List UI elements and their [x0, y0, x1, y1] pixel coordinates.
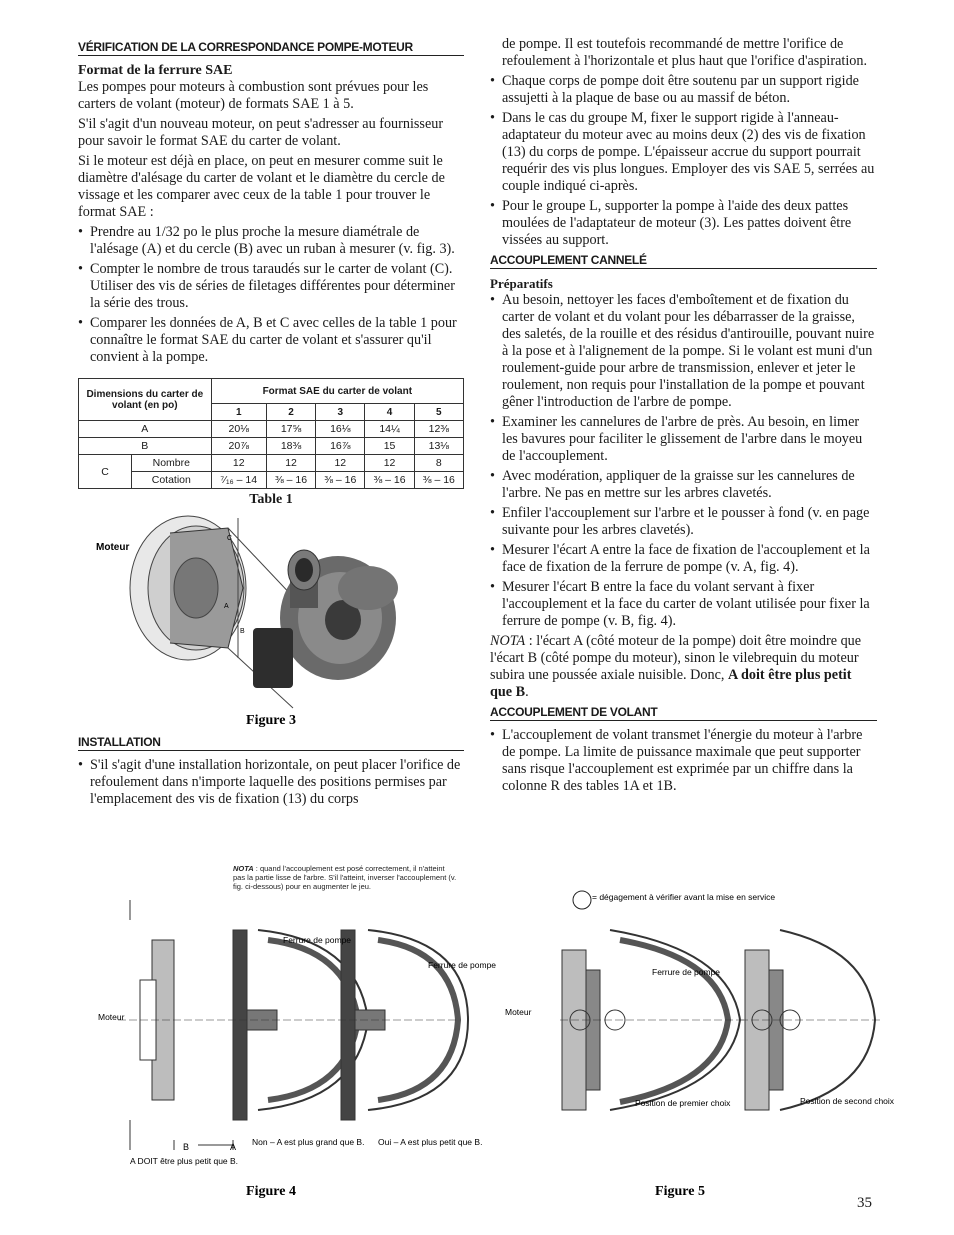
subheading-preparatifs: Préparatifs: [490, 276, 553, 291]
table-cell: 12: [365, 455, 414, 472]
table-col-header: 2: [266, 404, 315, 421]
fig3-label-a: A: [224, 603, 229, 610]
section-heading-installation: INSTALLATION: [78, 735, 464, 751]
table-cell: 20⅛: [211, 421, 266, 438]
nota-bold: A doit être plus petit que B: [490, 667, 852, 700]
table-cell: ⅜ – 16: [266, 472, 315, 489]
table-header-format: Format SAE du carter de volant: [211, 379, 463, 404]
figure-4-coupling-diagram: [78, 860, 497, 1205]
table-cell: 8: [414, 455, 463, 472]
table-col-header: 5: [414, 404, 463, 421]
figure-3-pump-motor-illustration: [78, 508, 464, 728]
section-heading-volant: ACCOUPLEMENT DE VOLANT: [490, 705, 877, 721]
fig4-oui: Oui – A est plus petit que B.: [378, 1137, 483, 1147]
row-label: A: [79, 421, 212, 438]
bullet-item: • Mesurer l'écart B entre la face du volant servant à fixer l'accouplement et la face du carter de volant utilisée pour fixer la ferrure de pompe (v. B, fig. 4).: [490, 579, 877, 630]
bullet-item: • L'accouplement de volant transmet l'énergie du moteur à l'arbre de pompe. La limite de puissance maximale que peut supporter sans risque l'accouplement est exprimée par un chiffre dans la colonne R des tables 1A et 1B.: [490, 727, 877, 795]
fig4-nota: NOTA : quand l'accouplement est posé correctement, il n'atteint pas la partie lisse de l'arbre. S'il l'atteint, inverser l'accouplement (v. fig. ci-dessous) pour en augmenter le jeu.: [233, 864, 457, 891]
table-cell: 16⅛: [316, 421, 365, 438]
fig4-ferrure-1: Ferrure de pompe: [283, 935, 352, 945]
bullet-item: • Comparer les données de A, B et C avec celles de la table 1 pour connaître le format SAE du carter de volant et s'assurer qu'il convient à la pompe.: [78, 315, 464, 366]
table-cell: 17⅝: [266, 421, 315, 438]
section-heading-cannele: ACCOUPLEMENT CANNELÉ: [490, 253, 877, 269]
table-caption: Table 1: [249, 492, 293, 507]
fig4-moteur: Moteur: [98, 1012, 125, 1022]
fig5-ferrure: Ferrure de pompe: [652, 967, 721, 977]
fig3-label-b: B: [240, 628, 245, 635]
paragraph: Les pompes pour moteurs à combustion sont prévues pour les carters de volant (moteur) de formats SAE 1 à 5.: [78, 79, 429, 112]
table-cell: 16⅞: [316, 438, 365, 455]
table-cell: 12: [316, 455, 365, 472]
nota-paragraph: [490, 633, 877, 701]
section-heading-verification: VÉRIFICATION DE LA CORRESPONDANCE POMPE-MOTEUR: [78, 40, 464, 56]
table-cell: 15: [365, 438, 414, 455]
bullet-item: • Mesurer l'écart A entre la face de fixation de l'accouplement et la face de fixation de la ferrure de pompe (v. A, fig. 4).: [490, 542, 877, 576]
table-row: [79, 455, 464, 472]
fig4-ferrure-2: Ferrure de pompe: [428, 960, 497, 970]
nota-end: .: [525, 684, 529, 700]
table-cell: 12: [211, 455, 266, 472]
table-cell: 13⅛: [414, 438, 463, 455]
table-col-header: 4: [365, 404, 414, 421]
fig5-legend: = dégagement à vérifier avant la mise en service: [592, 892, 776, 902]
table-cell: 14¼: [365, 421, 414, 438]
table-row: [79, 472, 464, 489]
row-sublabel: Nombre: [132, 455, 212, 472]
bullet-item: • S'il s'agit d'une installation horizontale, on peut placer l'orifice de refoulement dans n'importe laquelle des positions permises par l'emplacement des vis de fixation (13) du corps: [78, 757, 464, 808]
fig5-moteur: Moteur: [505, 1007, 532, 1017]
table-row: [79, 438, 464, 455]
fig4-a-doit: A DOIT être plus petit que B.: [130, 1156, 239, 1166]
table-cell: ⅜ – 16: [365, 472, 414, 489]
row-sublabel: Cotation: [132, 472, 212, 489]
bullet-item: • Compter le nombre de trous taraudés sur le carter de volant (C). Utiliser des vis de séries de filetages différentes pour déterminer la série des trous.: [78, 261, 464, 312]
table-cell: ⁷⁄₁₆ – 14: [211, 472, 266, 489]
subheading-format: Format de la ferrure SAE: [78, 63, 233, 78]
bullet-item: • Examiner les cannelures de l'arbre de près. Au besoin, en limer les bavures pour faciliter le glissement de l'arbre dans le moyeu de l'accouplement.: [490, 414, 877, 465]
table-col-header: 3: [316, 404, 365, 421]
left-column: [78, 36, 464, 811]
table-cell: ⅜ – 16: [316, 472, 365, 489]
row-label: B: [79, 438, 212, 455]
fig5-pos2: Position de second choix: [800, 1096, 895, 1106]
figure-3-caption: Figure 3: [246, 713, 296, 728]
nota-label: NOTA: [490, 633, 526, 649]
page-number: 35: [857, 1195, 872, 1211]
bullet-item: • Enfiler l'accouplement sur l'arbre et le pousser à fond (v. en page suivante pour les arbres clavetés).: [490, 505, 877, 539]
fig4-label-a: A: [230, 1142, 237, 1152]
bullet-item: • Chaque corps de pompe doit être soutenu par un support rigide assujetti à la plaque de base ou au massif de béton.: [490, 73, 877, 107]
table-row: [79, 421, 464, 438]
table-cell: 12⅜: [414, 421, 463, 438]
right-column: [490, 36, 877, 798]
figure-4-caption: Figure 4: [246, 1184, 296, 1199]
fig4-label-b: B: [183, 1142, 190, 1152]
bullet-item: • Au besoin, nettoyer les faces d'emboîtement et de fixation du carter de volant et du volant pour les débarrasser de la graisse, des saletés, de la rouille et des résidus d'antirouille, pouvant nuire à la pose et à l'alignement de la pompe. Si le volant est muni d'un roulement-guide pour arbre de transmission, enlever et jeter le roulement, non requis pour l'installation de la pompe et pouvant gêner l'introduction de l'arbre de pompe.: [490, 292, 877, 411]
table-cell: 12: [266, 455, 315, 472]
bullet-item: • Dans le cas du groupe M, fixer le support rigide à l'anneau-adaptateur du moteur avec au moins deux (2) des vis de fixation (13) du corps de pompe. L'épaisseur accrue du support pourrait requérir des vis plus longues. Employer des vis SAE 5, serrées au couple indiqué ci-après.: [490, 110, 877, 195]
table-header-dimensions: Dimensions du carter de volant (en po): [79, 379, 212, 421]
table-cell: 18⅜: [266, 438, 315, 455]
table-cell: ⅜ – 16: [414, 472, 463, 489]
paragraph: S'il s'agit d'un nouveau moteur, on peut s'adresser au fournisseur pour savoir le format SAE du carter de volant.: [78, 116, 444, 149]
nota-text: : l'écart A (côté moteur de la pompe) doit être moindre que l'écart B (côté pompe du moteur), sinon le vilebrequin du moteur subira une poussée axiale nuisible. Donc,: [490, 633, 862, 683]
figure-5-coupling-diagram: [500, 880, 895, 1205]
table-col-header: 1: [211, 404, 266, 421]
fig5-pos1: Position de premier choix: [635, 1098, 731, 1108]
clearance-legend-icon: [573, 891, 591, 909]
fig3-label-moteur: Moteur: [96, 542, 130, 553]
sae-table: [78, 378, 464, 489]
bullet-item: • Pour le groupe L, supporter la pompe à l'aide des deux pattes moulées de l'adaptateur de moteur (3). Les pattes doivent être vissées au support.: [490, 198, 877, 249]
row-label: C: [79, 455, 132, 489]
paragraph: Si le moteur est déjà en place, on peut en mesurer comme suit le diamètre d'alésage du carter de volant et le diamètre du cercle de vissage et les comparer avec ceux de la table 1 pour trouver le format SAE :: [78, 153, 445, 220]
figure-5-caption: Figure 5: [655, 1184, 705, 1199]
bullet-item: • Prendre au 1/32 po le plus proche la mesure diamétrale de l'alésage (A) et du cercle (B) avec un ruban à mesurer (v. fig. 3).: [78, 224, 464, 258]
bullet-item: • Avec modération, appliquer de la graisse sur les cannelures de l'arbre. Ne pas en mettre sur les arbres clavetés.: [490, 468, 877, 502]
fig4-non: Non – A est plus grand que B.: [252, 1137, 365, 1147]
paragraph: de pompe. Il est toutefois recommandé de mettre l'orifice de refoulement à l'horizontale et plus haut que l'orifice d'aspiration.: [502, 36, 867, 69]
table-cell: 20⅞: [211, 438, 266, 455]
fig3-label-c: C: [227, 535, 233, 542]
